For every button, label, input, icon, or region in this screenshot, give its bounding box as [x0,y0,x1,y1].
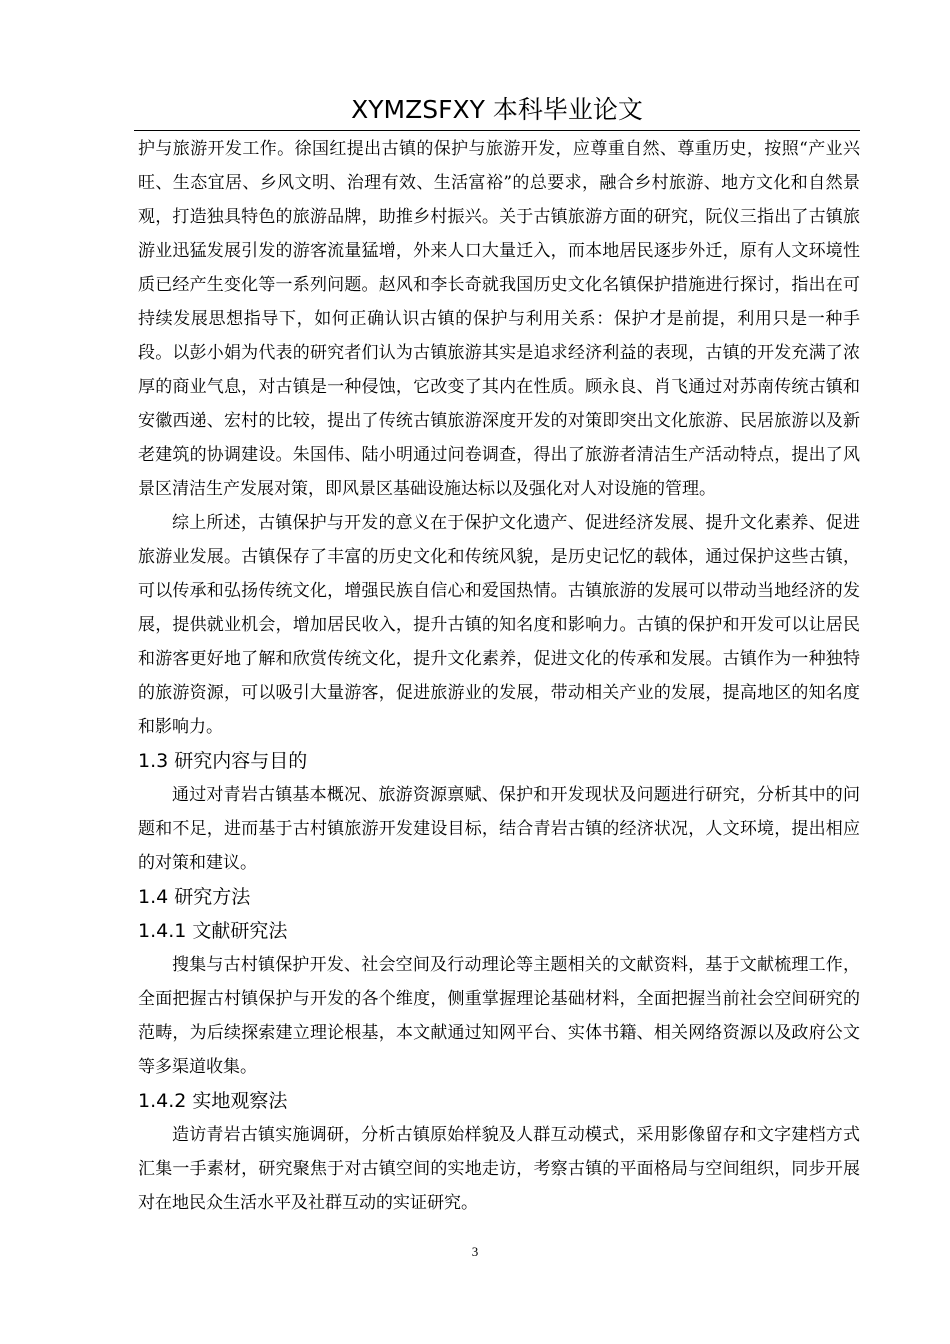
page-body [138,132,860,1220]
paragraph-summary: 综上所述，古镇保护与开发的意义在于保护文化遗产、促进经济发展、提升文化素养、促进旅游业发展。古镇保存了丰富的历史文化和传统风貌，是历史记忆的载体，通过保护这些古镇，可以传承和弘扬传统文化，增强民族自信心和爱国热情。古镇旅游的发展可以带动当地经济的发展，提供就业机会，增加居民收入，提升古镇的知名度和影响力。古镇的保护和开发可以让居民和游客更好地了解和欣赏传统文化，提升文化素养，促进文化的传承和发展。古镇作为一种独特的旅游资源，可以吸引大量游客，促进旅游业的发展，带动相关产业的发展，提高地区的知名度和影响力。 [138,513,860,737]
paragraph-field-observation: 造访青岩古镇实施调研，分析古镇原始样貌及人群互动模式，采用影像留存和文字建档方式汇集一手素材，研究聚焦于对古镇空间的实地走访，考察古镇的平面格局与空间组织，同步开展对在地民众生活水平及社群互动的实证研究。 [138,1125,860,1213]
heading-1-4-1: 1.4.1 文献研究法 [138,920,288,942]
paragraph-literature-method: 搜集与古村镇保护开发、社会空间及行动理论等主题相关的文献资料，基于文献梳理工作，全面把握古村镇保护与开发的各个维度，侧重掌握理论基础材料，全面把握当前社会空间研究的范畴，为后续探索建立理论根基，本文献通过知网平台、实体书籍、相关网络资源以及政府公文等多渠道收集。 [138,955,860,1077]
paragraph-research-content: 通过对青岩古镇基本概况、旅游资源禀赋、保护和开发现状及问题进行研究，分析其中的问题和不足，进而基于古村镇旅游开发建设目标，结合青岩古镇的经济状况，人文环境，提出相应的对策和建议。 [138,785,860,873]
heading-1-3: 1.3 研究内容与目的 [138,750,308,772]
page-number: 3 [471,1244,479,1259]
page-header: XYMZSFXY 本科毕业论文 [134,90,860,131]
heading-1-4-2: 1.4.2 实地观察法 [138,1090,288,1112]
paragraph-literature-review-continued: 护与旅游开发工作。徐国红提出古镇的保护与旅游开发，应尊重自然、尊重历史，按照“产业兴旺、生态宜居、乡风文明、治理有效、生活富裕”的总要求，融合乡村旅游、地方文化和自然景观，打造独具特色的旅游品牌，助推乡村振兴。关于古镇旅游方面的研究，阮仪三指出了古镇旅游业迅猛发展引发的游客流量猛增，外来人口大量迁入，而本地居民逐步外迁，原有人文环境性质已经产生变化等一系列问题。赵风和李长奇就我国历史文化名镇保护措施进行探讨，指出在可持续发展思想指导下，如何正确认识古镇的保护与利用关系：保护才是前提，利用只是一种手段。以彭小娟为代表的研究者们认为古镇旅游其实是追求经济利益的表现，古镇的开发充满了浓厚的商业气息，对古镇是一种侵蚀，它改变了其内在性质。顾永良、肖飞通过对苏南传统古镇和安徽西递、宏村的比较，提出了传统古镇旅游深度开发的对策即突出文化旅游、民居旅游以及新老建筑的协调建设。朱国伟、陆小明通过问卷调查，得出了旅游者清洁生产活动特点，提出了风景区清洁生产发展对策，即风景区基础设施达标以及强化对人对设施的管理。 [138,139,860,499]
heading-1-4: 1.4 研究方法 [138,886,251,908]
